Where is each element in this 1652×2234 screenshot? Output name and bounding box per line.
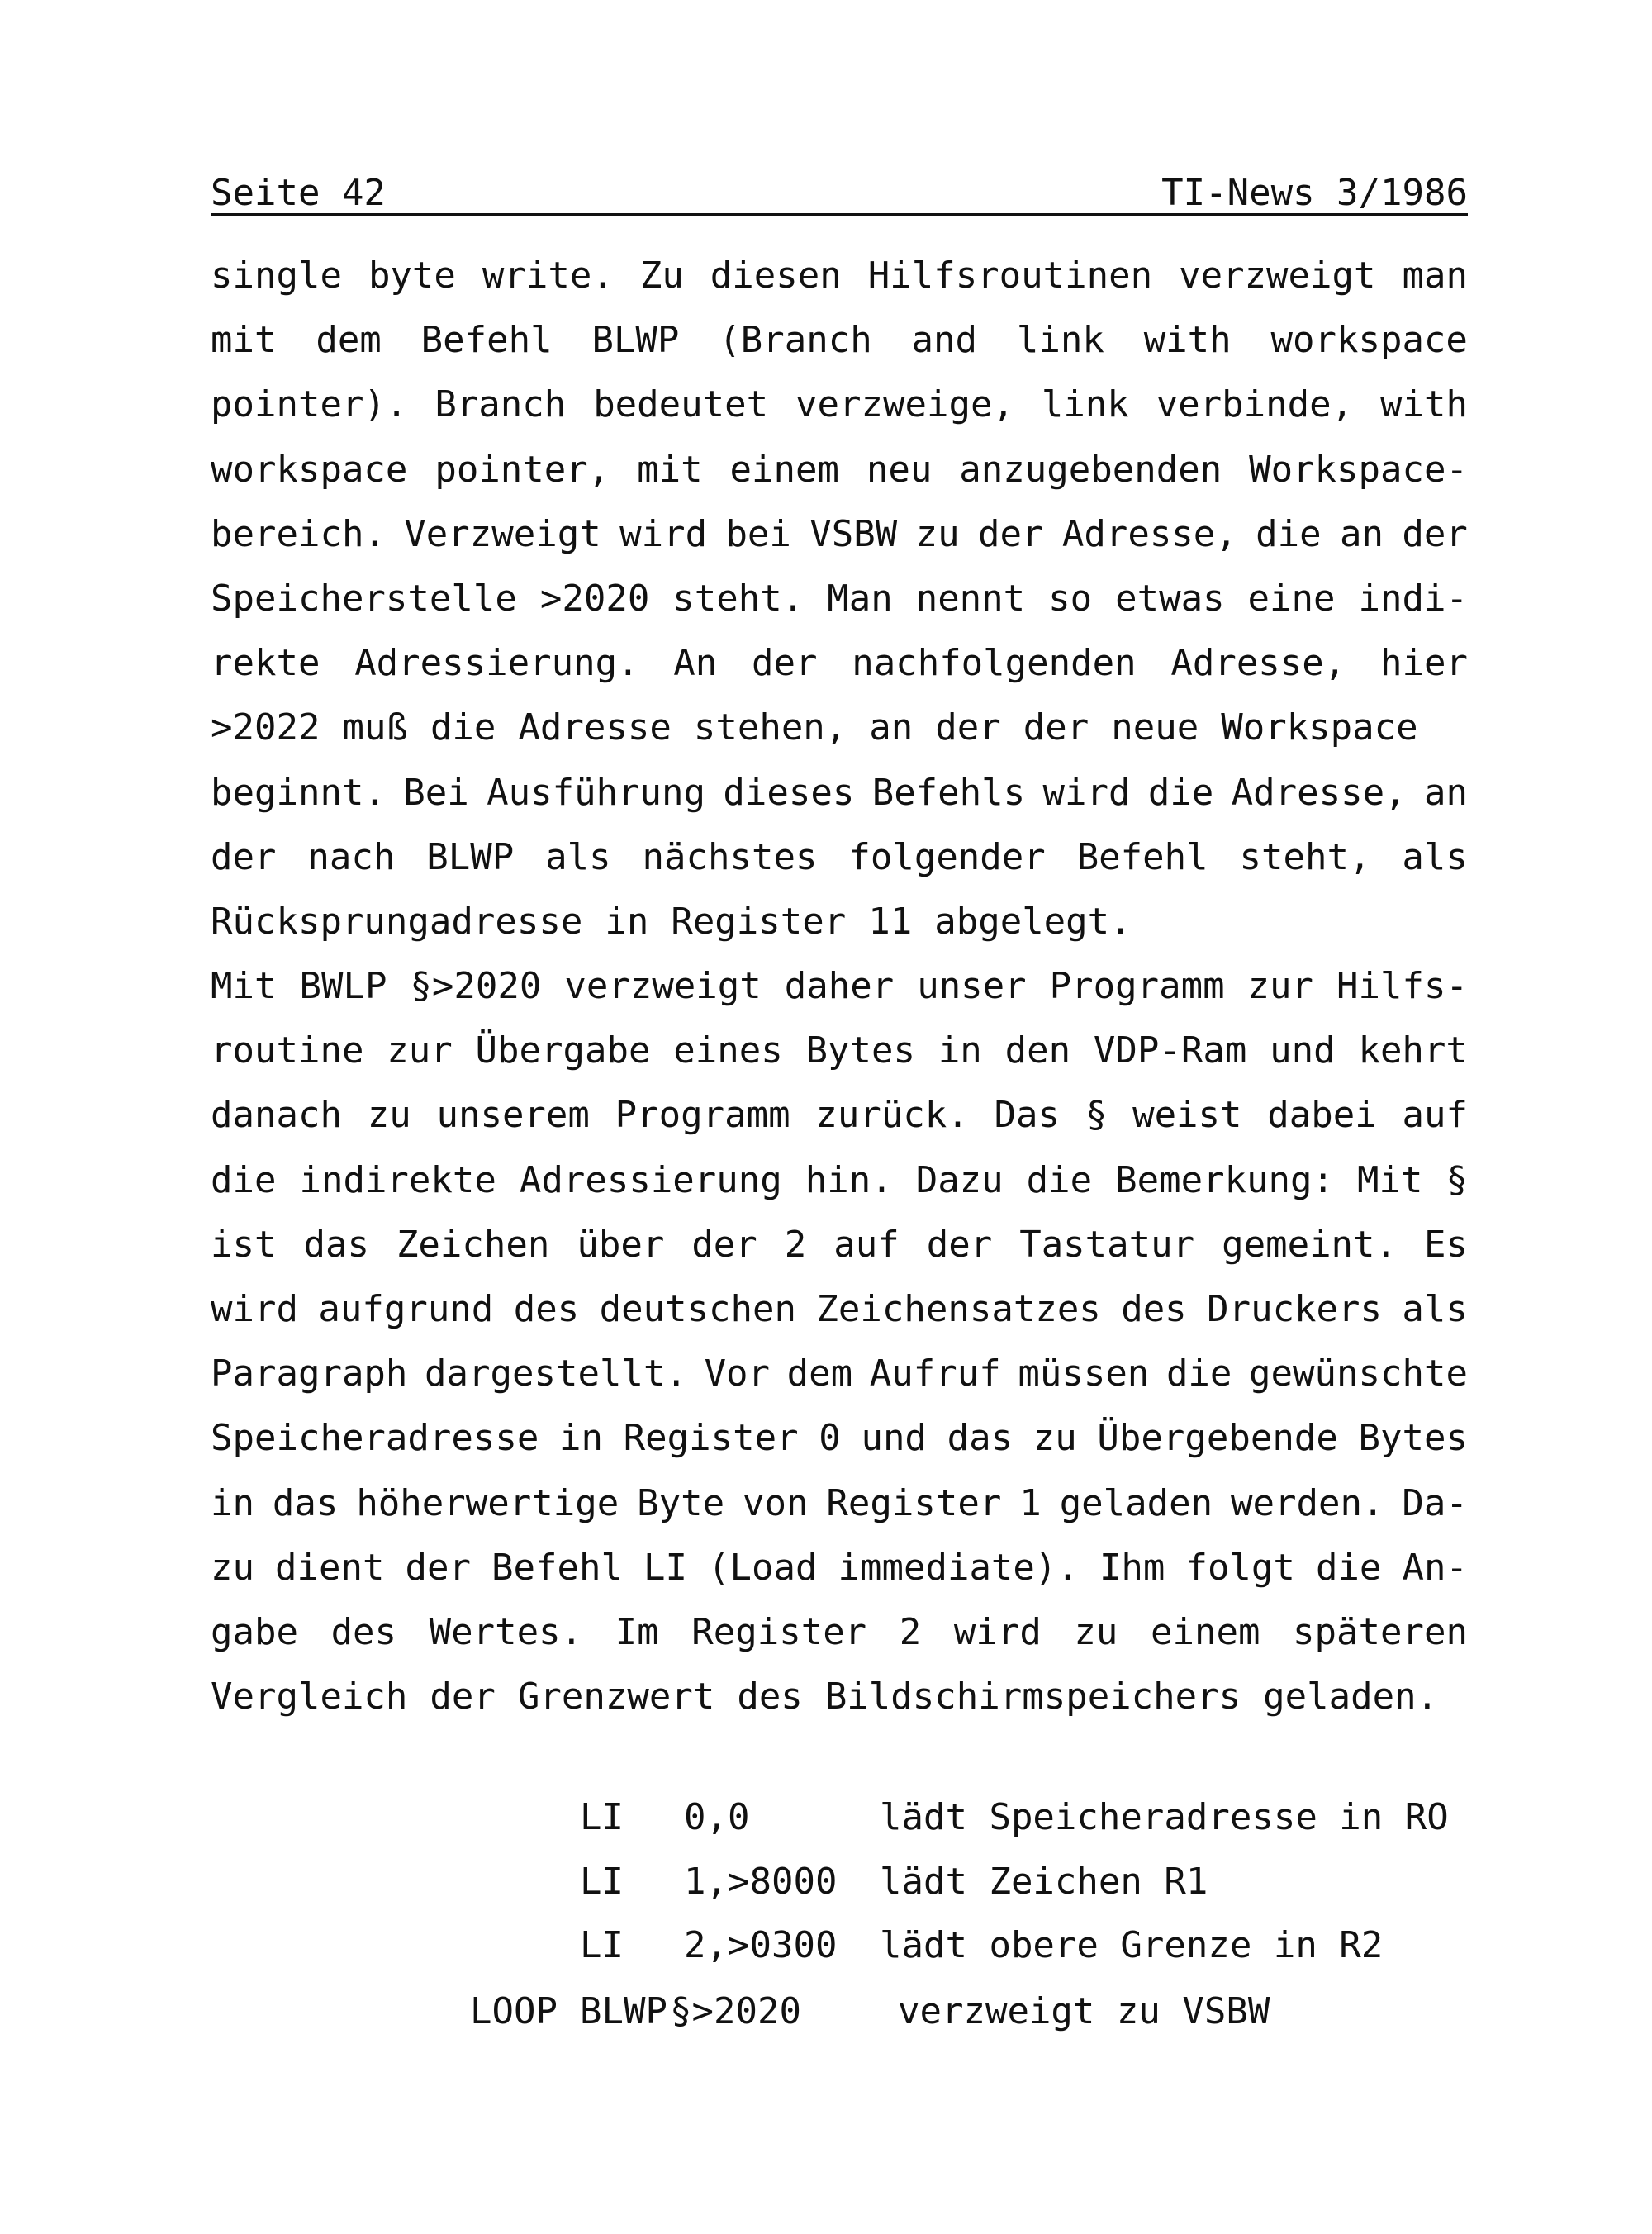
text-line [211, 1092, 1468, 1157]
word: Tastatur [1019, 1223, 1195, 1266]
page-header [211, 165, 1468, 215]
word: Workspace [1221, 706, 1418, 749]
word: Druckers [1207, 1288, 1383, 1330]
word: nennt [915, 577, 1026, 620]
word: als [545, 835, 611, 878]
word: der [691, 1223, 757, 1266]
word: workspace [211, 448, 408, 491]
word: des [330, 1610, 397, 1653]
word: § [1446, 1158, 1468, 1201]
word: pointer, [434, 448, 610, 491]
text-line [211, 511, 1468, 576]
word: nachfolgenden [852, 642, 1137, 685]
word: zu [211, 1546, 254, 1589]
word: zurück. [815, 1094, 969, 1137]
word: als [1402, 1288, 1468, 1330]
word: dabei [1267, 1094, 1377, 1137]
word: write. [482, 254, 614, 297]
word: Befehl [1076, 835, 1208, 878]
word: die [1026, 1158, 1093, 1201]
word: Übergabe [475, 1029, 651, 1072]
word: immediate). [838, 1546, 1079, 1589]
word: single [211, 254, 342, 297]
word: auf [1402, 1094, 1468, 1137]
word: des [1121, 1288, 1187, 1330]
word: müssen [1018, 1352, 1150, 1395]
word: der [211, 835, 277, 878]
code-comment: verzweigt zu VSBW [898, 1990, 1270, 2032]
word: Register [671, 900, 847, 943]
word: 0 [819, 1417, 841, 1460]
word: etwas [1115, 577, 1225, 620]
word: verbinde, [1156, 383, 1354, 426]
word: link [1041, 383, 1129, 426]
word: an [1423, 771, 1468, 814]
word: die [211, 1158, 277, 1201]
word: Da- [1402, 1481, 1468, 1524]
text-line [211, 1609, 1468, 1674]
word: die [1165, 1352, 1232, 1395]
word: von [743, 1481, 809, 1524]
word: byte [368, 254, 456, 297]
word: in [605, 900, 649, 943]
word: Mit [1357, 1158, 1423, 1201]
code-op: LI [580, 1861, 624, 1903]
text-line [211, 834, 1468, 899]
text-line [211, 1028, 1468, 1092]
word: Adresse, [1231, 771, 1407, 814]
word: und [861, 1417, 927, 1460]
word: wird [211, 1288, 298, 1330]
word: der [405, 1546, 471, 1589]
word: als [1402, 835, 1468, 878]
word: der [752, 642, 818, 685]
word: Hilfsroutinen [867, 254, 1153, 297]
word: indi- [1358, 577, 1468, 620]
word: Befehl [491, 1546, 623, 1589]
code-op: LI [580, 1796, 624, 1838]
word: Zu [639, 254, 684, 297]
word: neu [866, 448, 933, 491]
word: der [978, 512, 1044, 555]
word: verzweigt [564, 965, 762, 1008]
word: eine [1247, 577, 1336, 620]
word: Workspace- [1249, 448, 1468, 491]
word: Ausführung [487, 771, 706, 814]
word: hier [1380, 642, 1468, 685]
word: Byte [637, 1481, 725, 1524]
word: gabe [211, 1610, 298, 1653]
word: Bytes [1358, 1417, 1468, 1460]
word: >2020 [539, 577, 650, 620]
word: Vergleich [211, 1676, 408, 1718]
code-comment: lädt Speicheradresse in RO [880, 1796, 1449, 1838]
word: danach [211, 1094, 342, 1137]
word: der [1023, 706, 1089, 749]
word: in [559, 1417, 604, 1460]
code-comment: lädt Zeichen R1 [880, 1861, 1208, 1903]
word: dem [786, 1352, 853, 1395]
word: beginnt. [211, 771, 386, 814]
word: dieses [723, 771, 855, 814]
word: 11 [868, 900, 913, 943]
word: Im [615, 1610, 659, 1653]
word: steht. [672, 577, 805, 620]
word: Mit [211, 965, 277, 1008]
word: Adressierung. [354, 642, 639, 685]
word: auf [833, 1223, 900, 1266]
text-line [211, 1286, 1468, 1351]
word: BLWP [591, 319, 680, 362]
word: späteren [1293, 1610, 1468, 1653]
word: unser [917, 965, 1027, 1008]
word: zu [1032, 1417, 1077, 1460]
word: verzweigt [1179, 254, 1376, 297]
word: Verzweigt [404, 512, 601, 555]
word: mit [637, 448, 703, 491]
word: dargestellt. [425, 1352, 687, 1395]
word: folgt [1185, 1546, 1295, 1589]
word: des [737, 1676, 803, 1718]
word: der [430, 1676, 496, 1718]
word: wird [620, 512, 708, 555]
word: die [1315, 1546, 1382, 1589]
text-line [211, 576, 1468, 640]
word: muß [342, 706, 408, 749]
word: Branch [434, 383, 567, 426]
text-line [211, 640, 1468, 705]
word: zu [915, 512, 960, 555]
word: gemeint. [1222, 1223, 1398, 1266]
word: Bildschirmspeichers [824, 1676, 1241, 1718]
word: BWLP [299, 965, 387, 1008]
text-line [211, 1157, 1468, 1222]
word: Adresse, [1170, 642, 1346, 685]
text-line [211, 382, 1468, 446]
word: Vor [704, 1352, 771, 1395]
word: kehrt [1358, 1029, 1468, 1072]
word: wird [1042, 771, 1131, 814]
word: anzugebenden [959, 448, 1222, 491]
text-line [211, 1545, 1468, 1609]
word: Adressierung [519, 1158, 782, 1201]
word: Register [826, 1481, 1002, 1524]
text-line [211, 899, 1468, 963]
word: Ihm [1099, 1546, 1165, 1589]
word: stehen, [693, 706, 847, 749]
word: bereich. [211, 512, 386, 555]
word: Register [691, 1610, 867, 1653]
word: zu [367, 1094, 411, 1137]
word: das [303, 1223, 369, 1266]
word: Befehls [871, 771, 1026, 814]
text-line [211, 317, 1468, 382]
text-line [211, 705, 1468, 769]
word: Befehl [420, 319, 553, 362]
word: deutschen [599, 1288, 797, 1330]
word: nächstes [642, 835, 818, 878]
word: die [1256, 512, 1322, 555]
code-operand: 0,0 [684, 1796, 750, 1838]
word: Rücksprungadresse [211, 900, 583, 943]
text-line [211, 447, 1468, 511]
word: zu [1074, 1610, 1118, 1653]
word: geladen. [1263, 1676, 1439, 1718]
word: VDP-Ram [1093, 1029, 1247, 1072]
word: Hilfs- [1336, 965, 1468, 1008]
word: gewünschte [1249, 1352, 1468, 1395]
word: Man [827, 577, 893, 620]
code-operand: 1,>8000 [684, 1861, 838, 1903]
text-line [211, 1481, 1468, 1545]
publication-title: TI-News 3/1986 [1161, 172, 1468, 214]
word: Zeichensatzes [816, 1288, 1101, 1330]
word: Adresse, [1061, 512, 1237, 555]
word: an [869, 706, 914, 749]
word: verzweige, [795, 383, 1014, 426]
word: Wertes. [429, 1610, 583, 1653]
word: Programm [1049, 965, 1225, 1008]
word: >2022 [211, 706, 320, 749]
word: zur [1247, 965, 1314, 1008]
word: Speicherstelle [211, 577, 517, 620]
word: in [211, 1481, 254, 1524]
word: Bemerkung: [1115, 1158, 1335, 1201]
word: die [430, 706, 496, 749]
word: Paragraph [211, 1352, 408, 1395]
word: Dazu [915, 1158, 1004, 1201]
word: unserem [436, 1094, 590, 1137]
word: routine [211, 1029, 364, 1072]
word: steht, [1239, 835, 1371, 878]
word: eines [673, 1029, 783, 1072]
text-line [211, 1674, 1468, 1738]
word: werden. [1231, 1481, 1384, 1524]
word: und [1270, 1029, 1336, 1072]
text-line [211, 1351, 1468, 1415]
code-operand: §>2020 [670, 1990, 801, 2032]
word: 2 [899, 1610, 922, 1653]
text-line [211, 770, 1468, 834]
code-label: LOOP [470, 1990, 558, 2032]
word: 1 [1019, 1481, 1042, 1524]
word: höherwertige [356, 1481, 620, 1524]
word: (Branch [719, 319, 872, 362]
word: den [1004, 1029, 1071, 1072]
word: with [1380, 383, 1468, 426]
word: Register [623, 1417, 799, 1460]
word: §>2020 [410, 965, 542, 1008]
word: zur [387, 1029, 453, 1072]
word: mit [211, 319, 277, 362]
word: einem [1151, 1610, 1260, 1653]
word: diesen [710, 254, 842, 297]
word: das [947, 1417, 1014, 1460]
word: and [911, 319, 978, 362]
word: Grenzwert [517, 1676, 715, 1718]
word: wird [953, 1610, 1042, 1653]
word: weist [1132, 1094, 1242, 1137]
code-operand: 2,>0300 [684, 1924, 838, 1966]
body-text [211, 253, 1468, 1738]
word: man [1402, 254, 1468, 297]
word: bei [725, 512, 791, 555]
word: An- [1402, 1546, 1468, 1589]
word: Speicheradresse [211, 1417, 539, 1460]
text-line [211, 1222, 1468, 1286]
word: rekte [211, 642, 320, 685]
code-comment: lädt obere Grenze in R2 [880, 1924, 1384, 1966]
text-line [211, 963, 1468, 1028]
word: Übergebende [1097, 1417, 1338, 1460]
word: Aufruf [869, 1352, 1001, 1395]
word: ist [211, 1223, 277, 1266]
word: VSBW [809, 512, 898, 555]
word: Bei [403, 771, 469, 814]
word: daher [784, 965, 895, 1008]
word: bedeutet [593, 383, 769, 426]
word: Das [994, 1094, 1061, 1137]
word: Bytes [805, 1029, 915, 1072]
word: das [272, 1481, 339, 1524]
word: dient [275, 1546, 385, 1589]
word: die [1147, 771, 1214, 814]
word: einem [729, 448, 839, 491]
word: abgelegt. [934, 900, 1132, 943]
word: BLWP [426, 835, 515, 878]
word: link [1016, 319, 1104, 362]
code-op: BLWP [580, 1990, 667, 2032]
text-line [211, 253, 1468, 317]
word: pointer). [211, 383, 408, 426]
word: 2 [784, 1223, 807, 1266]
word: in [938, 1029, 982, 1072]
header-rule [211, 213, 1468, 216]
word: des [513, 1288, 580, 1330]
word: indirekte [299, 1158, 496, 1201]
word: so [1048, 577, 1093, 620]
word: geladen [1059, 1481, 1213, 1524]
code-op: LI [580, 1924, 624, 1966]
page-number: Seite 42 [211, 172, 386, 214]
word: An [673, 642, 718, 685]
word: nach [307, 835, 396, 878]
word: hin. [805, 1158, 893, 1201]
word: an [1340, 512, 1384, 555]
word: Programm [615, 1094, 790, 1137]
word: dem [316, 319, 382, 362]
word: Es [1424, 1223, 1468, 1266]
word: der [1402, 512, 1468, 555]
word: folgender [848, 835, 1046, 878]
word: Adresse [518, 706, 672, 749]
word: aufgrund [318, 1288, 494, 1330]
word: with [1143, 319, 1232, 362]
word: (Load [708, 1546, 818, 1589]
word: der [926, 1223, 993, 1266]
word: neue [1111, 706, 1199, 749]
word: über [577, 1223, 665, 1266]
text-line [211, 1415, 1468, 1480]
word: der [935, 706, 1001, 749]
word: LI [643, 1546, 687, 1589]
word: Zeichen [396, 1223, 550, 1266]
word: § [1085, 1094, 1108, 1137]
word: workspace [1270, 319, 1468, 362]
